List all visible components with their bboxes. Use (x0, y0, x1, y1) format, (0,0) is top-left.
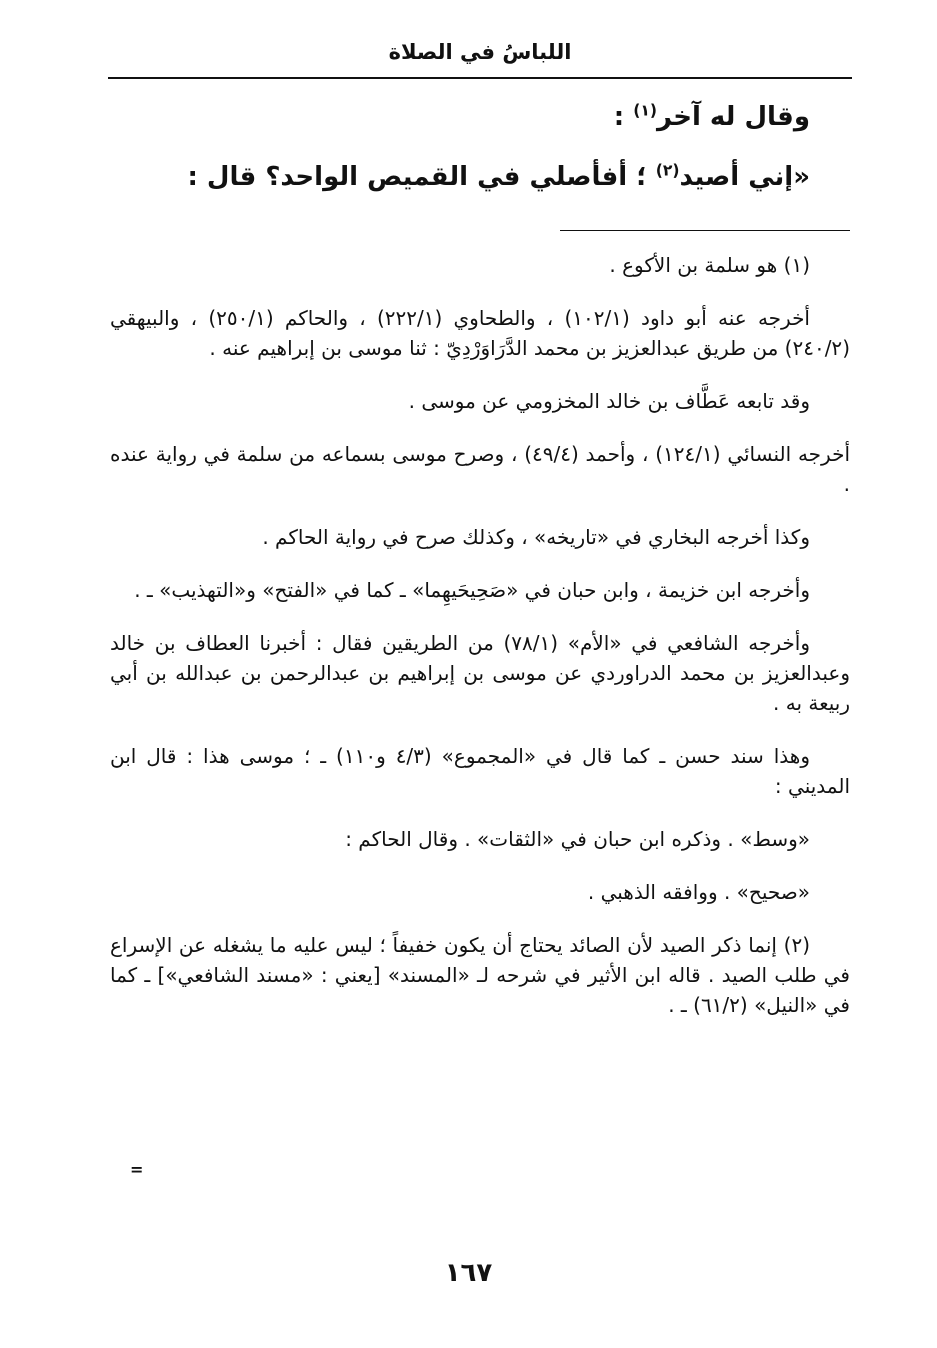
main-line-2-tail: ؛ أفأصلي في القميص الواحد؟ قال : (187, 162, 656, 192)
footnote-ref-1: (١) (633, 101, 658, 120)
running-title: اللباسُ في الصلاة (388, 40, 572, 64)
main-line-1-text: وقال له آخر (657, 102, 810, 132)
footnote-paragraph: وكذا أخرجه البخاري في «تاريخه» ، وكذلك صرح في رواية الحاكم . (262, 525, 810, 549)
footnote-ref-2: (٢) (655, 161, 680, 180)
main-line-2 (120, 160, 810, 194)
footnote-2: (٢) إنما ذكر الصيد لأن الصائد يحتاج أن يكون خفيفاً ؛ ليس عليه ما يشغله عن الإسراع في طلب الصيد . قاله ابن الأثير في شرحه لـ «المسند» [يعني : «مسند الشافعي»] ـ كما في «النيل» (٦١/٢) ـ . (110, 933, 850, 1017)
footnote-1: (١) هو سلمة بن الأكوع . (609, 253, 810, 277)
footnote-paragraph: «وسط» . وذكره ابن حبان في «الثقات» . وقال الحاكم : (345, 827, 810, 851)
header-rule (108, 77, 852, 79)
main-line-1 (120, 100, 810, 134)
footnote-paragraph: «صحيح» . ووافقه الذهبي . (587, 880, 810, 904)
main-line-2-text: «إني أصيد (679, 162, 810, 192)
footnote-paragraph: وقد تابعه عَطَّاف بن خالد المخزومي عن موسى . (408, 389, 810, 413)
page-number: ١٦٧ (444, 1258, 493, 1288)
footnote-paragraph: وأخرجه ابن خزيمة ، وابن حبان في «صَحِيحَيهِما» ـ كما في «الفتح» و«التهذيب» ـ . (134, 578, 810, 602)
main-line-1-tail: : (613, 102, 634, 132)
continuation-mark: = (130, 1160, 144, 1179)
footnotes (110, 250, 850, 1043)
footnote-paragraph: وأخرجه الشافعي في «الأم» (٧٨/١) من الطريقين فقال : أخبرنا العطاف بن خالد وعبدالعزيز بن محمد الدراوردي عن موسى بن إبراهيم بن عبدالرحمن بن عبدالله بن أبي ربيعة به . (110, 631, 850, 715)
footnote-paragraph: أخرجه عنه أبو داود (١٠٢/١) ، والطحاوي (٢٢٢/١) ، والحاكم (٢٥٠/١) ، والبيهقي (٢٤٠/٢) من طريق عبدالعزيز بن محمد الدَّرَاوَرْدِيّ : ثنا موسى بن إبراهيم عنه . (110, 306, 850, 360)
footnote-paragraph: وهذا سند حسن ـ كما قال في «المجموع» (٤/٣ و١١٠) ـ ؛ موسى هذا : قال ابن المديني : (110, 744, 850, 798)
footnote-separator (560, 230, 850, 231)
main-text (120, 100, 810, 220)
footnote-paragraph: أخرجه النسائي (١٢٤/١) ، وأحمد (٤٩/٤) ، وصرح موسى بسماعه من سلمة في رواية عنده . (110, 442, 850, 496)
